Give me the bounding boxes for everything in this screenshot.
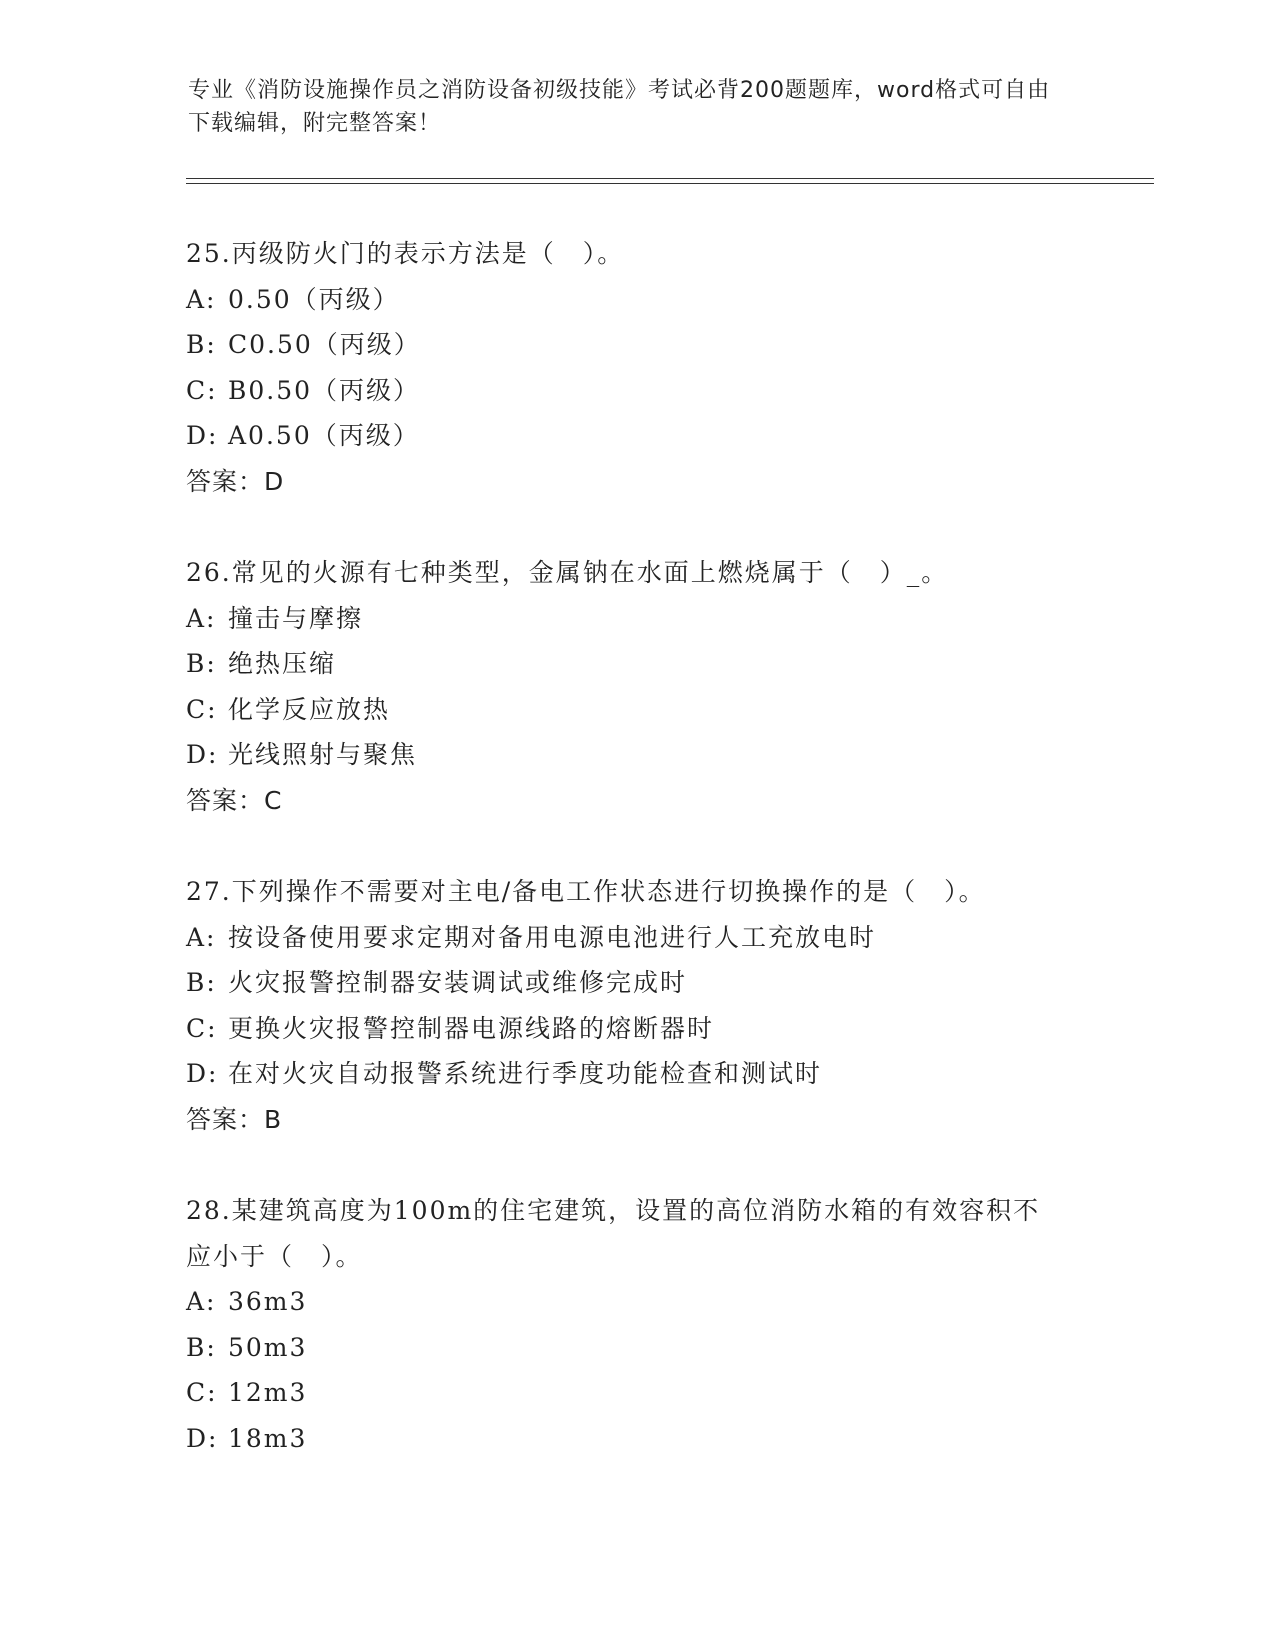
option-label: C: — [186, 1378, 218, 1407]
question-stem: 25.丙级防火门的表示方法是（ ）。 — [186, 239, 625, 268]
question-25 — [186, 231, 1086, 504]
option-c — [186, 1370, 1086, 1416]
option-b — [186, 322, 1086, 368]
option-c — [186, 687, 1086, 733]
option-d — [186, 732, 1086, 778]
document-intro: 专业《消防设施操作员之消防设备初级技能》考试必背200题题库，word格式可自由下载编辑，附完整答案！ — [188, 78, 1051, 136]
option-d — [186, 413, 1086, 459]
option-text: 撞击与摩擦 — [228, 603, 364, 633]
answer-line: 答案：C — [186, 785, 283, 815]
option-a — [186, 1279, 1086, 1325]
option-text: 绝热压缩 — [228, 649, 337, 678]
option-c — [186, 1006, 1086, 1052]
option-text: 火灾报警控制器安装调试或维修完成时 — [228, 968, 688, 997]
option-text: B0.50（丙级） — [228, 375, 421, 405]
option-label: A: — [186, 922, 217, 952]
header-divider-bottom — [186, 183, 1154, 184]
option-label: C: — [186, 1013, 218, 1043]
answer-line: 答案：B — [186, 1104, 283, 1134]
option-label: D: — [186, 740, 219, 769]
question-stem: 28.某建筑高度为100m的住宅建筑，设置的高位消防水箱的有效容积不应小于（ ）。 — [186, 1196, 1041, 1271]
option-text: A0.50（丙级） — [228, 421, 420, 450]
option-a — [186, 277, 1086, 323]
answer-line: 答案：D — [186, 466, 285, 496]
option-a — [186, 915, 1086, 961]
question-28 — [186, 1188, 1086, 1461]
option-text: 光线照射与聚焦 — [228, 740, 418, 769]
question-stem: 26.常见的火源有七种类型，金属钠在水面上燃烧属于（ ）_。 — [186, 558, 949, 587]
option-text: C0.50（丙级） — [228, 330, 421, 359]
option-a — [186, 596, 1086, 642]
question-stem: 27.下列操作不需要对主电/备电工作状态进行切换操作的是（ ）。 — [186, 877, 986, 906]
option-label: A: — [186, 284, 217, 314]
option-label: A: — [186, 603, 217, 633]
question-26 — [186, 550, 1086, 823]
option-label: D: — [186, 421, 219, 450]
option-label: B: — [186, 968, 217, 997]
option-d — [186, 1416, 1086, 1462]
option-label: B: — [186, 330, 217, 359]
option-label: D: — [186, 1059, 219, 1088]
option-text: 更换火灾报警控制器电源线路的熔断器时 — [228, 1013, 715, 1043]
option-c — [186, 368, 1086, 414]
option-text: 50m3 — [228, 1332, 308, 1362]
option-b — [186, 960, 1086, 1006]
option-text: 18m3 — [228, 1423, 308, 1453]
option-text: 在对火灾自动报警系统进行季度功能检查和测试时 — [228, 1059, 823, 1088]
option-label: D: — [186, 1423, 219, 1453]
header-divider-top — [186, 178, 1154, 179]
option-text: 0.50（丙级） — [228, 284, 400, 314]
option-text: 12m3 — [228, 1378, 308, 1407]
option-d — [186, 1051, 1086, 1097]
option-text: 化学反应放热 — [228, 694, 391, 724]
option-text: 按设备使用要求定期对备用电源电池进行人工充放电时 — [228, 922, 877, 952]
option-label: C: — [186, 375, 218, 405]
option-b — [186, 641, 1086, 687]
option-label: A: — [186, 1287, 217, 1316]
option-label: C: — [186, 694, 218, 724]
question-27 — [186, 869, 1086, 1142]
option-b — [186, 1325, 1086, 1371]
option-label: B: — [186, 1332, 217, 1362]
option-label: B: — [186, 649, 217, 678]
option-text: 36m3 — [228, 1287, 308, 1316]
